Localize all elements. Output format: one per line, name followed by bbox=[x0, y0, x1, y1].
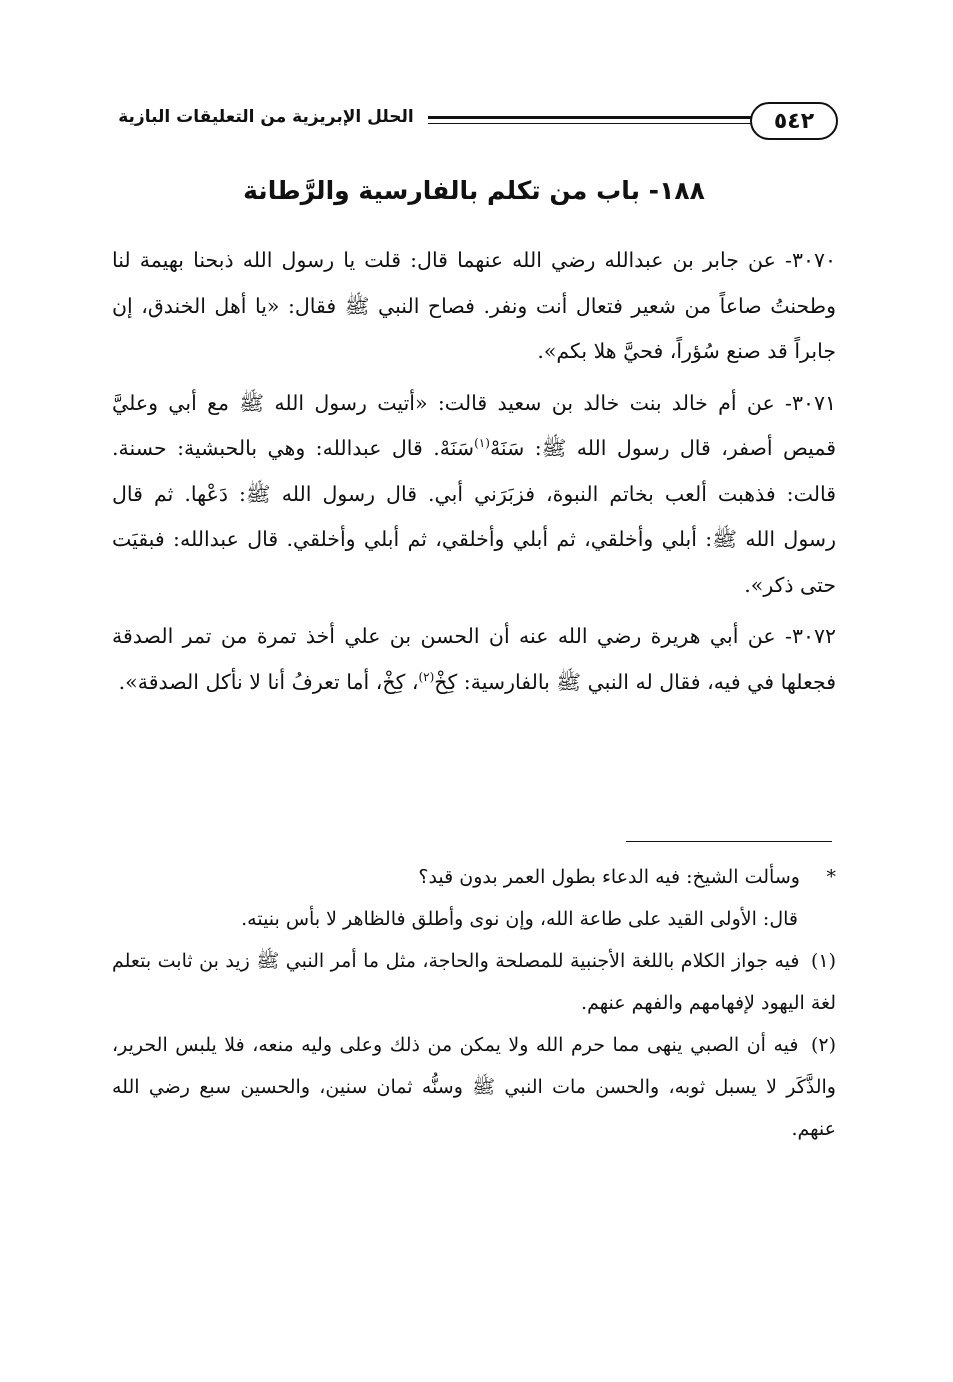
main-text bbox=[112, 238, 836, 711]
footnote-reference[interactable]: (١) bbox=[474, 436, 490, 451]
footnote-star-continuation: قال: الأولى القيد على طاعة الله، وإن نوى وأطلق فالظاهر لا بأس بنيته. bbox=[241, 908, 798, 930]
hadith-text-continued: سَنَهْ. قال عبدالله: وهي بالحبشية: حسنة. قالت: فذهبت ألعب بخاتم النبوة، فزبَرَني أبي. قال رسول الله ﷺ: دَعْها. ثم قال رسول الله ﷺ: أبلي وأخلقي، ثم أبلي وأخلقي، ثم أبلي وأخلقي. قال عبدالله: فبقيَت حتى ذكر». bbox=[112, 436, 836, 597]
hadith-number: ٣٠٧٢- bbox=[785, 624, 836, 648]
footnote-marker: (٢) bbox=[810, 1034, 836, 1056]
hadith-text-continued: ، كِخْ، أما تعرفُ أنا لا نأكل الصدقة». bbox=[118, 669, 419, 694]
hadith-text: عن أم خالد بنت خالد بن سعيد قالت: «أتيت رسول الله ﷺ مع أبي وعليَّ قميص أصفر، قال رسول الله ﷺ: سَنَهْ bbox=[112, 390, 836, 460]
hadith-text: عن أبي هريرة رضي الله عنه أن الحسن بن علي أخذ تمرة من تمر الصدقة فجعلها في فيه، فقال له النبي ﷺ بالفارسية: كِخْ bbox=[112, 624, 836, 694]
hadith-number: ٣٠٧٠- bbox=[785, 248, 836, 272]
footnote-2 bbox=[112, 1024, 836, 1150]
header-rule-thin bbox=[428, 123, 752, 124]
footnote-text: فيه جواز الكلام باللغة الأجنبية للمصلحة والحاجة، مثل ما أمر النبي ﷺ زيد بن ثابت بتعلم لغة اليهود لإفهامهم والفهم عنهم. bbox=[112, 950, 836, 1014]
hadith-3070 bbox=[112, 238, 836, 375]
hadith-text: عن جابر بن عبدالله رضي الله عنهما قال: قلت يا رسول الله ذبحنا بهيمة لنا وطحنتُ صاعاً من شعير فتعال أنت ونفر. فصاح النبي ﷺ فقال: «يا أهل الخندق، إن جابراً قد صنع سُؤراً، فحيَّ هلا بكم». bbox=[112, 248, 836, 363]
footnote-1 bbox=[112, 940, 836, 1024]
header-rule bbox=[428, 116, 752, 119]
footnote-reference[interactable]: (٢) bbox=[418, 669, 435, 684]
hadith-3072 bbox=[112, 614, 836, 705]
footnote-text: فيه أن الصبي ينهى مما حرم الله ولا يمكن من ذلك وعلى وليه منعه، فلا يلبس الحرير، والذَّكَر لا يسبل ثوبه، والحسن مات النبي ﷺ وسنُّه ثمان سنين، والحسين سبع رضي الله عنهم. bbox=[112, 1034, 836, 1140]
running-title: الحلل الإبريزية من التعليقات البازية bbox=[118, 107, 414, 127]
page-number: ٥٤٢ bbox=[750, 102, 838, 140]
running-header bbox=[110, 100, 838, 144]
footnote-separator bbox=[626, 841, 832, 842]
footnote-marker: * bbox=[826, 866, 836, 888]
footnote-marker: (١) bbox=[810, 950, 837, 972]
hadith-3071 bbox=[112, 381, 836, 609]
footnote-text: وسألت الشيخ: فيه الدعاء بطول العمر بدون قيد؟ bbox=[418, 866, 800, 888]
footnote-star bbox=[112, 856, 836, 898]
hadith-number: ٣٠٧١- bbox=[785, 390, 836, 415]
footnotes bbox=[112, 856, 836, 1150]
chapter-heading: ١٨٨- باب من تكلم بالفارسية والرَّطانة bbox=[243, 176, 705, 205]
